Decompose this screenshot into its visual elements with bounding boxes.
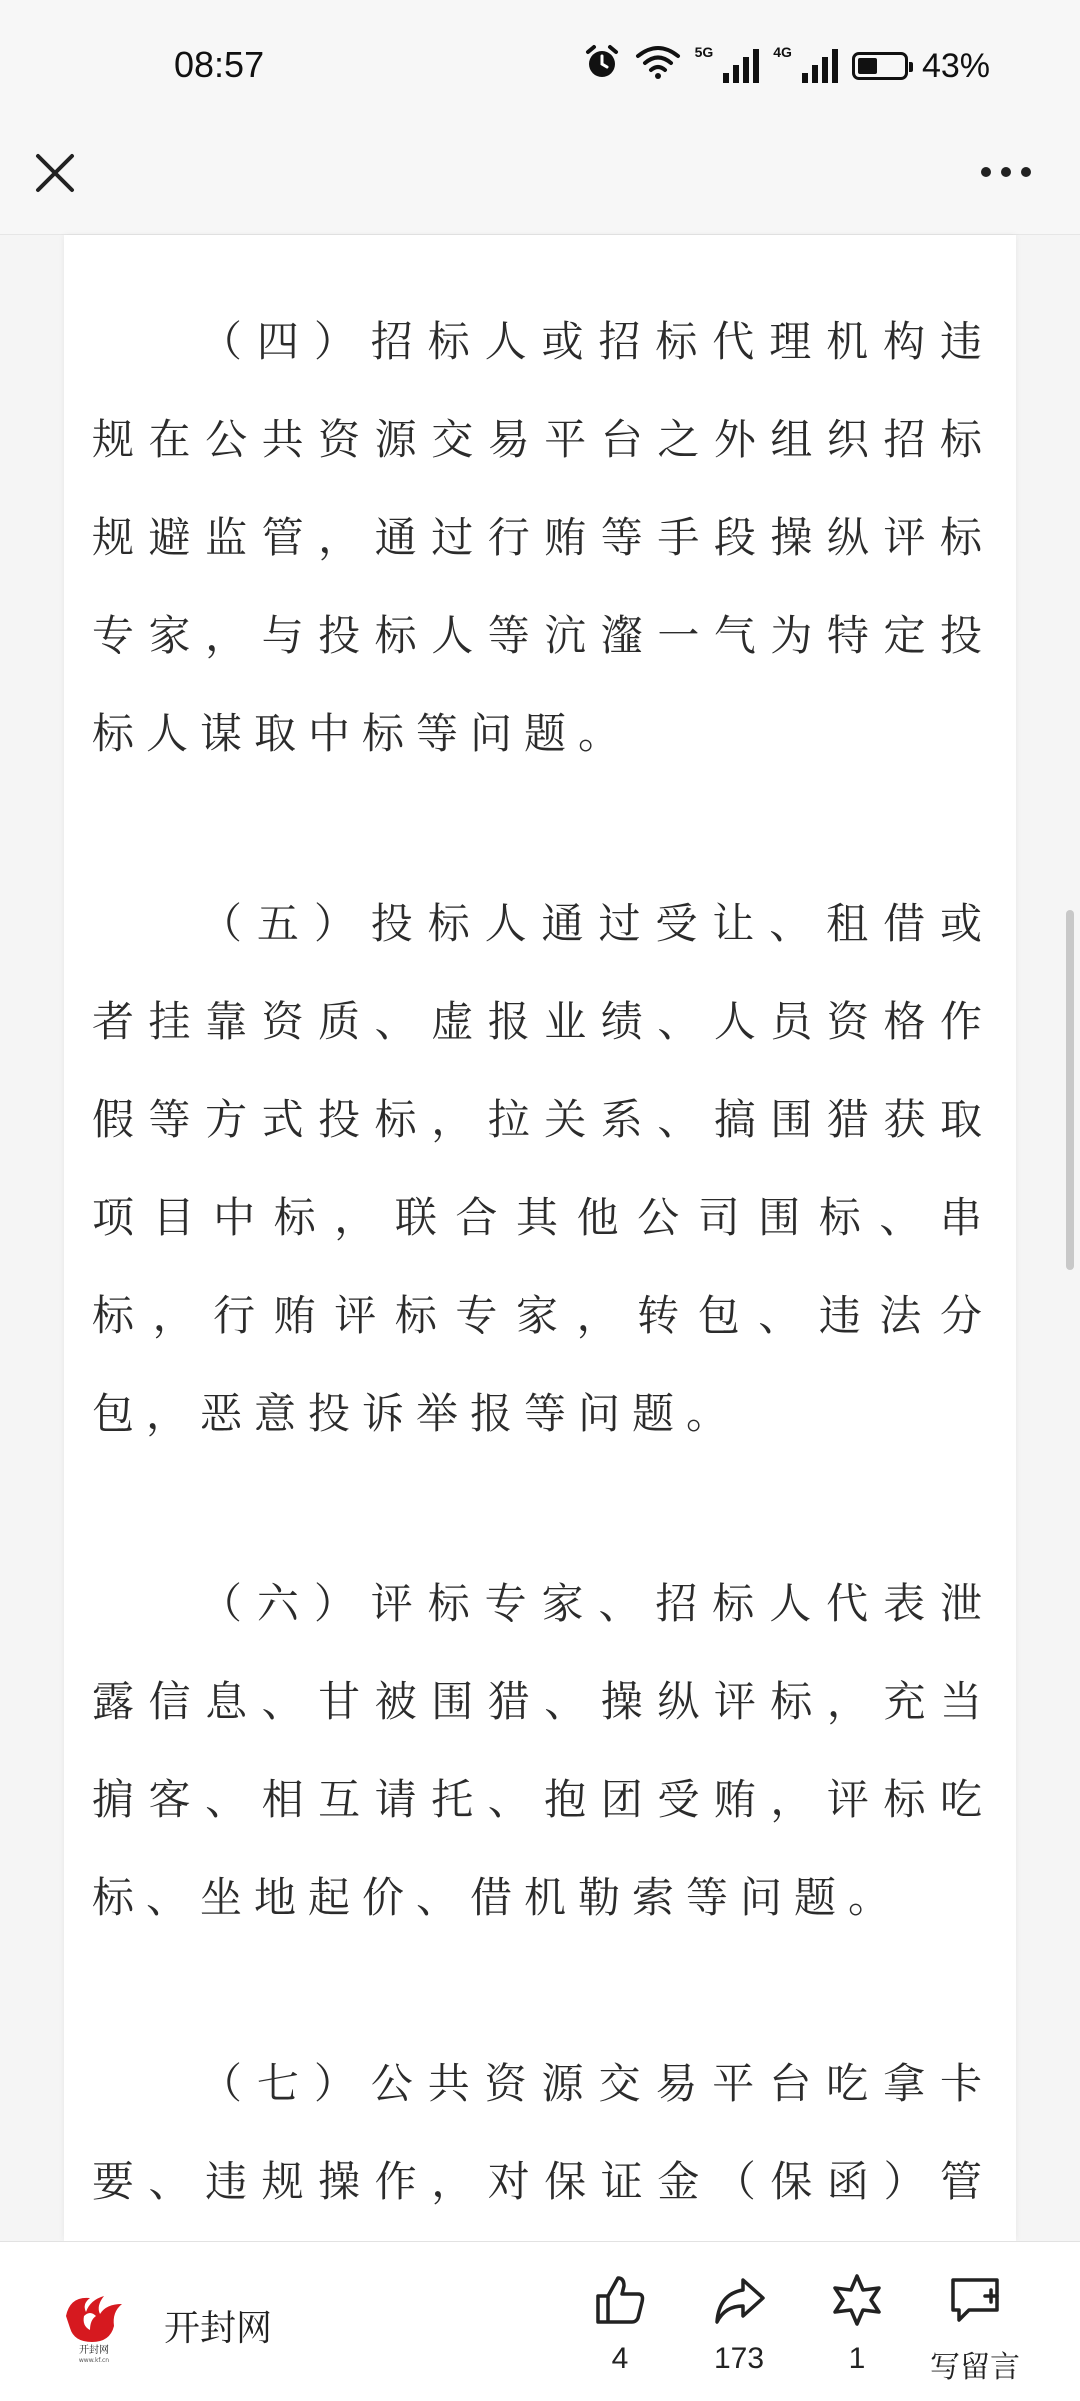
battery-percent: 43% [921,46,990,85]
net-5g-label: 5G [694,44,714,60]
signal-5g-icon [723,49,759,83]
brand-logo-text: 开封网 [79,2345,109,2356]
article-paragraph-4: （四）招标人或招标代理机构违规在公共资源交易平台之外组织招标规避监管，通过行贿等手段操纵评标专家，与投标人等沆瀣一气为特定投标人谋取中标等问题。 [92,317,994,758]
alarm-icon [583,43,621,90]
like-button[interactable] [565,2272,675,2376]
top-bar [0,136,1080,235]
status-bar [0,0,1080,136]
share-count: 173 [713,2342,765,2375]
bottom-action-bar [0,2241,1080,2401]
scrollbar-thumb[interactable] [1066,910,1074,1270]
share-icon [684,2272,794,2328]
battery-fill [858,58,877,74]
kaifeng-logo-icon [60,2286,128,2364]
wifi-icon [635,44,681,89]
comment-add-icon [920,2272,1030,2328]
write-comment-label: 写留言 [930,2351,1020,2384]
like-count: 4 [611,2342,629,2375]
star-icon [802,2272,912,2328]
net-4g-label: 4G [773,44,792,60]
signal-4g-icon [802,49,838,83]
write-comment-button[interactable] [920,2272,1030,2386]
battery-icon [852,52,908,80]
article-body [64,235,1016,2241]
article-paragraph-7: （七）公共资源交易平台吃拿卡要、违规操作，对保证金（保函）管 [92,2059,994,2206]
brand-logo-url: www.kf.cn [78,2357,110,2364]
favorite-button[interactable] [802,2272,912,2376]
more-icon[interactable] [976,152,1036,192]
brand[interactable] [60,2286,272,2364]
status-time: 08:57 [174,44,265,85]
status-icons [583,44,990,88]
article-paragraph-5: （五）投标人通过受让、租借或者挂靠资质、虚报业绩、人员资格作假等方式投标，拉关系、搞围猎获取项目中标，联合其他公司围标、串标，行贿评标专家，转包、违法分包，恶意投诉举报等问题。 [92,899,994,1438]
article-paragraph-6: （六）评标专家、招标人代表泄露信息、甘被围猎、操纵评标，充当掮客、相互请托、抱团受贿，评标吃标、坐地起价、借机勒索等问题。 [92,1579,994,1922]
close-icon[interactable] [28,146,82,200]
brand-name: 开封网 [164,2307,273,2349]
thumbs-up-icon [565,2272,675,2328]
favorite-count: 1 [848,2342,866,2375]
share-button[interactable] [684,2272,794,2376]
